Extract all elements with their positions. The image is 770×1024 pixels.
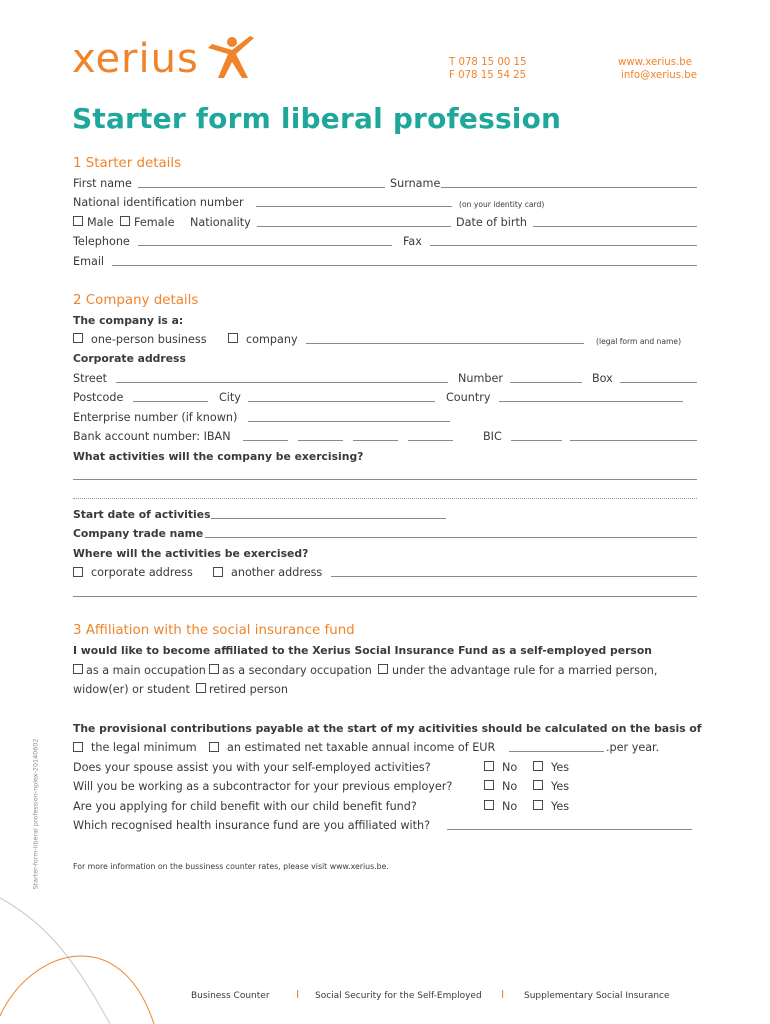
subcontractor-yes-checkbox[interactable] xyxy=(533,780,543,790)
date-of-birth-field[interactable] xyxy=(533,226,697,227)
subcontractor-no-checkbox[interactable] xyxy=(484,780,494,790)
activities-field-2[interactable] xyxy=(73,498,697,499)
another-address-checkbox[interactable] xyxy=(213,567,223,577)
website-link[interactable]: www.xerius.be xyxy=(618,57,693,68)
iban-field-3[interactable] xyxy=(353,440,398,441)
one-person-business-checkbox[interactable] xyxy=(73,333,83,343)
company-legal-form-field[interactable] xyxy=(306,343,584,344)
surname-label: Surname xyxy=(390,177,441,190)
one-person-business-label: one-person business xyxy=(91,333,207,346)
secondary-occupation-label: as a secondary occupation xyxy=(222,664,372,677)
section-3-heading: 3 Affiliation with the social insurance fund xyxy=(73,623,355,638)
nationality-label: Nationality xyxy=(190,216,251,229)
email-link[interactable]: info@xerius.be xyxy=(621,70,698,81)
national-id-note: (on your identity card) xyxy=(459,200,545,209)
corporate-address-option: corporate address xyxy=(91,566,193,579)
health-fund-question: Which recognised health insurance fund are you affiliated with? xyxy=(73,819,431,832)
date-of-birth-label: Date of birth xyxy=(456,216,527,229)
health-fund-field[interactable] xyxy=(447,829,692,830)
legal-minimum-checkbox[interactable] xyxy=(73,742,83,752)
email-label: Email xyxy=(73,255,105,268)
activities-question: What activities will the company be exercising? xyxy=(73,450,364,463)
child-benefit-no-label: No xyxy=(502,800,518,813)
legal-minimum-label: the legal minimum xyxy=(91,741,197,754)
child-benefit-no-checkbox[interactable] xyxy=(484,800,494,810)
first-name-field[interactable] xyxy=(138,187,385,188)
company-is-label: The company is a: xyxy=(73,314,184,327)
retired-label: retired person xyxy=(209,683,288,696)
iban-field-2[interactable] xyxy=(298,440,343,441)
xerius-logo-figure-icon xyxy=(204,34,258,82)
street-label: Street xyxy=(73,372,107,385)
where-exercised-label: Where will the activities be exercised? xyxy=(73,547,309,560)
legal-form-note: (legal form and name) xyxy=(596,337,682,346)
nationality-field[interactable] xyxy=(257,226,451,227)
subcontractor-no-label: No xyxy=(502,780,518,793)
female-label: Female xyxy=(134,216,175,229)
provisional-contributions-label: The provisional contributions payable at the start of my acitivities should be calculated on the basis of xyxy=(73,722,702,735)
fax-field[interactable] xyxy=(430,245,697,246)
telephone-label: Telephone xyxy=(73,235,130,248)
box-label: Box xyxy=(592,372,613,385)
advantage-rule-label: under the advantage rule for a married person, xyxy=(392,664,658,677)
widow-student-label: widow(er) or student xyxy=(73,683,190,696)
affiliation-intro: I would like to become affiliated to the Xerius Social Insurance Fund as a self-employed person xyxy=(73,644,652,657)
xerius-logo-text: xerius xyxy=(72,36,199,82)
subcontractor-question: Will you be working as a subcontractor for your previous employer? xyxy=(73,780,453,793)
postcode-field[interactable] xyxy=(133,401,208,402)
another-address-field[interactable] xyxy=(331,576,697,577)
net-income-label: an estimated net taxable annual income of EUR xyxy=(227,741,496,754)
male-checkbox[interactable] xyxy=(73,216,83,226)
another-address-field-2[interactable] xyxy=(73,596,697,597)
footer-social-security: Social Security for the Self-Employed xyxy=(315,991,482,1001)
bic-label: BIC xyxy=(483,430,502,443)
number-field[interactable] xyxy=(510,382,582,383)
enterprise-number-field[interactable] xyxy=(248,421,450,422)
decorative-curves xyxy=(0,880,170,1024)
corporate-address-checkbox[interactable] xyxy=(73,567,83,577)
city-label: City xyxy=(219,391,241,404)
net-income-field[interactable] xyxy=(509,751,604,752)
bank-account-label: Bank account number: IBAN xyxy=(73,430,231,443)
spouse-no-label: No xyxy=(502,761,518,774)
country-field[interactable] xyxy=(499,401,683,402)
another-address-option: another address xyxy=(231,566,323,579)
fax-number: F 078 15 54 25 xyxy=(449,70,527,81)
footer-supplementary-insurance: Supplementary Social Insurance xyxy=(524,991,670,1001)
postcode-label: Postcode xyxy=(73,391,124,404)
spouse-yes-checkbox[interactable] xyxy=(533,761,543,771)
city-field[interactable] xyxy=(248,401,435,402)
national-id-field[interactable] xyxy=(256,206,452,207)
child-benefit-yes-checkbox[interactable] xyxy=(533,800,543,810)
surname-field[interactable] xyxy=(441,187,697,188)
net-income-checkbox[interactable] xyxy=(209,742,219,752)
company-label: company xyxy=(246,333,298,346)
phone-number: T 078 15 00 15 xyxy=(449,57,527,68)
enterprise-number-label: Enterprise number (if known) xyxy=(73,411,238,424)
start-date-field[interactable] xyxy=(211,518,446,519)
iban-field-4[interactable] xyxy=(408,440,453,441)
female-checkbox[interactable] xyxy=(120,216,130,226)
activities-field-1[interactable] xyxy=(73,479,697,480)
box-field[interactable] xyxy=(620,382,697,383)
section-2-heading: 2 Company details xyxy=(73,293,199,308)
main-occupation-checkbox[interactable] xyxy=(73,664,83,674)
child-benefit-yes-label: Yes xyxy=(551,800,570,813)
subcontractor-yes-label: Yes xyxy=(551,780,570,793)
company-checkbox[interactable] xyxy=(228,333,238,343)
child-benefit-question: Are you applying for child benefit with our child benefit fund? xyxy=(73,800,417,813)
fax-label: Fax xyxy=(403,235,422,248)
section-1-heading: 1 Starter details xyxy=(73,156,182,171)
trade-name-label: Company trade name xyxy=(73,527,204,540)
first-name-label: First name xyxy=(73,177,132,190)
more-info-text: For more information on the bussiness counter rates, please visit www.xerius.be. xyxy=(73,862,389,871)
male-label: Male xyxy=(87,216,114,229)
footer-business-counter: Business Counter xyxy=(191,991,270,1001)
secondary-occupation-checkbox[interactable] xyxy=(209,664,219,674)
trade-name-field[interactable] xyxy=(205,537,697,538)
per-year-label: .per year. xyxy=(606,741,660,754)
bic-field-1[interactable] xyxy=(511,440,562,441)
spouse-question: Does your spouse assist you with your self-employed activities? xyxy=(73,761,431,774)
page-title: Starter form liberal profession xyxy=(72,102,562,135)
advantage-rule-checkbox[interactable] xyxy=(378,664,388,674)
corporate-address-label: Corporate address xyxy=(73,352,186,365)
footer-separator-1: I xyxy=(296,988,300,1001)
footer-separator-2: I xyxy=(501,988,505,1001)
national-id-label: National identification number xyxy=(73,196,244,209)
street-field[interactable] xyxy=(116,382,448,383)
bic-field-2[interactable] xyxy=(570,440,697,441)
telephone-field[interactable] xyxy=(138,245,392,246)
spouse-no-checkbox[interactable] xyxy=(484,761,494,771)
email-field[interactable] xyxy=(112,265,697,266)
spouse-yes-label: Yes xyxy=(551,761,570,774)
country-label: Country xyxy=(446,391,491,404)
number-label: Number xyxy=(458,372,503,385)
form-reference-side-text: Starter-form-liberal profession-nplex-20140602 xyxy=(31,738,40,890)
main-occupation-label: as a main occupation xyxy=(86,664,206,677)
start-date-label: Start date of activities xyxy=(73,508,211,521)
retired-checkbox[interactable] xyxy=(196,683,206,693)
iban-field-1[interactable] xyxy=(243,440,288,441)
